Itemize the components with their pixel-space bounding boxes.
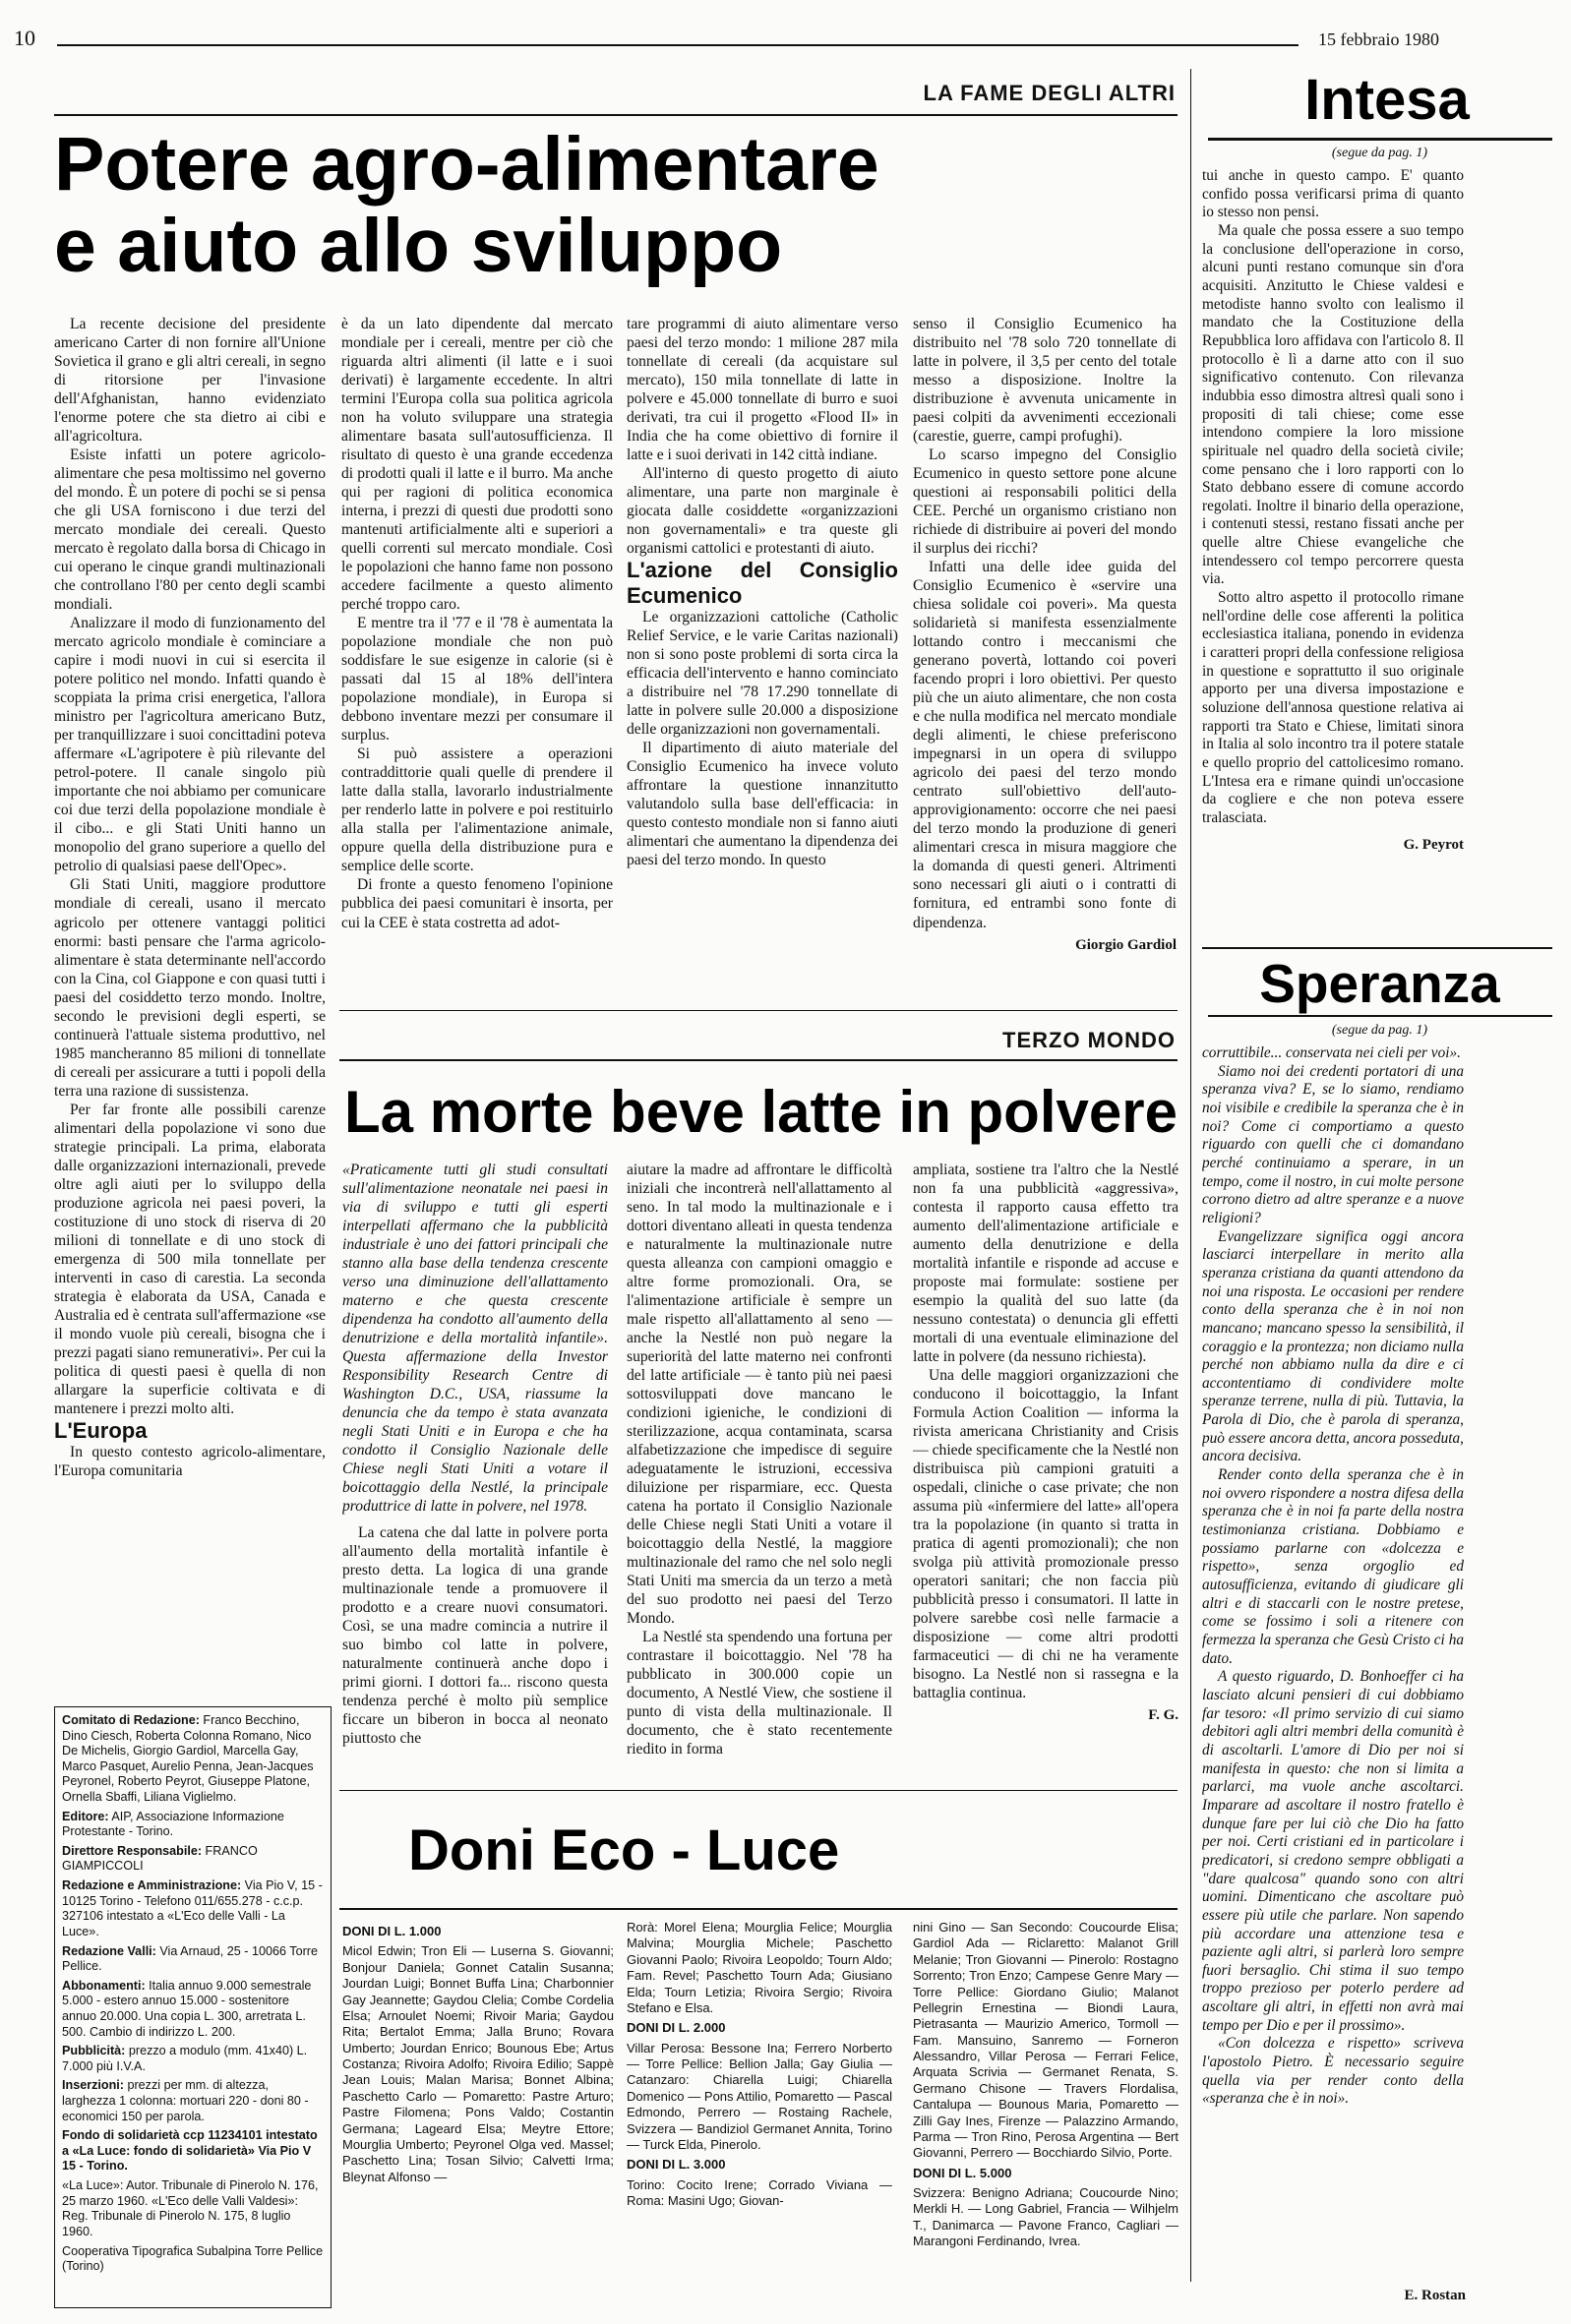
redazione-entry — [62, 1944, 324, 1975]
headline-line-1: Potere agro-alimentare — [54, 122, 879, 207]
redazione-text: prezzi per mm. di altezza, larghezza 1 colonna: mortuari 220 - doni 80 - economici 150 per parola. — [62, 2078, 309, 2123]
doni-title-rule — [339, 1908, 1178, 1910]
subhead-consiglio: L'azione del Consiglio Ecumenico — [627, 558, 898, 608]
latte-col3 — [913, 1161, 1178, 1795]
redazione-text: Italia annuo 9.000 semestrale 5.000 - estero annuo 15.000 - sostenitore annuo 20.000. Una copia L. 300, arretrata L. 500. Cambio di indirizzo L. 200. — [62, 1978, 312, 2039]
paragraph: Per far fronte alle possibili carenze alimentari della popolazione vi sono due strategie principali. La prima, elaborata dalle organizzazioni internazionali, prevede oltre agli aiuti per lo sviluppo della produzione agricola nei paesi poveri, la costituzione di uno stock di riserva di 20 milioni di tonnellate e di uno stock di emergenza di 500 mila tonnellate per interventi in caso di carestia. La seconda strategia è elaborata da USA, Canada e Australia ed è centrata sull'affermazione «se il mondo vuole più cereali, bisogna che i prezzi pagati siano remunerativi». Per cui la politica di questi paesi è quella di non allargare la superficie coltivata e di mantenere i prezzi molto alti. — [54, 1101, 326, 1417]
paragraph: Ma quale che possa essere a suo tempo la conclusione dell'operazione in corso, alcuni punti restano comunque sin d'ora acquisiti. Anzitutto le Chiese valdesi e metodiste hanno svolto con lealismo il mandato che la Costituzione della Repubblica loro affidava con l'articolo 8. Il protocollo è lì a darne atto con il suo significativo contenuto. Con rilevanza indubbia esso dimostra altresì quali sono i propositi di tali chiese; come esse intendono compiere la loro missione spirituale nel quadro della società civile; come pensano che i loro rapporti con lo Stato debbano essere di comune accordo regolati. Inoltre il binario della operazione, i contenuti stessi, restano fissati anche per quelle altre Chiese evangeliche che intendessero col tempo percorrere questa via. — [1202, 221, 1464, 588]
doni-col1 — [342, 1920, 614, 2313]
latte-col2 — [627, 1161, 892, 1795]
redazione-label: Inserzioni: — [62, 2078, 124, 2093]
main-article-col2 — [341, 315, 613, 993]
doni-3000-list: Torino: Cocito Irene; Corrado Viviana — Roma: Masini Ugo; Giovan- — [627, 2176, 892, 2208]
redazione-label: Editore: — [62, 1809, 109, 1823]
redazione-list — [62, 1713, 324, 2301]
speranza-rubric: (segue da pag. 1) — [1331, 1023, 1428, 1038]
intesa-rubric: (segue da pag. 1) — [1331, 146, 1428, 160]
speranza-top-rule — [1202, 947, 1552, 949]
doni-2000-head: DONI DI L. 2.000 — [627, 2020, 726, 2036]
redazione-text: Cooperativa Tipografica Subalpina Torre Pellice (Torino) — [62, 2243, 324, 2274]
folio-rule — [57, 44, 1299, 46]
redazione-entry — [62, 2128, 324, 2175]
paragraph: Esiste infatti un potere agricolo-alimentare che pesa moltissimo nel governo del mondo. È un potere di pochi se si pensa che gli USA forniscono i due terzi del mercato mondiale dei cereali. Questo mercato è regolato dalla borsa di Chicago in cui operano le cinque grandi multinazionali che controllano l'80 per cento degli scambi mondiali. — [54, 447, 326, 614]
redazione-label: Direttore Responsabile: — [62, 1843, 203, 1858]
doni-3000-head: DONI DI L. 3.000 — [627, 2157, 726, 2173]
redazione-text: Via Arnaud, 25 - 10066 Torre Pellice. — [62, 1943, 318, 1974]
redazione-label: Fondo di solidarietà ccp 11234101 intestato a «La Luce: fondo di solidarietà» Via Pio V 15 - Torino. — [62, 2128, 318, 2174]
paragraph: Evangelizzare significa oggi ancora lasciarci interpellare in merito alla speranza cristiana da quanti attendono da noi una risposta. Le occasioni per rendere conto della speranza che è in noi non mancano; mancano spesso la sensibilità, il coraggio e la prontezza; non diciamo nulla perché non abbiamo nulla da dire e ci accontentiamo di condividere molte speranze terrene, nulla di più. Tuttavia, la Parola di Dio, che è parola di speranza, può essere ancora detta, ancora posseduta, ancora decisiva. — [1202, 1227, 1464, 1465]
redazione-label: Pubblicità: — [62, 2044, 126, 2058]
latte-headline: La morte beve latte in polvere — [344, 1079, 1178, 1145]
redazione-entry — [62, 1878, 324, 1939]
paragraph: corruttibile... conservata nei cieli per voi». — [1202, 1044, 1461, 1061]
intesa-body — [1202, 167, 1464, 1052]
paragraph: tui anche in questo campo. E' quanto confido possa verificarsi prima di quanto io stesso non pensi. — [1202, 167, 1464, 221]
paragraph: «Praticamente tutti gli studi consultati sull'alimentazione neonatale nei paesi in via di sviluppo e tutti gli esperti interpellati affermano che la pubblicità industriale è uno dei fattori principali che stanno alla base della tendenza crescente verso una diminuzione dell'allattamento materno e che questa crescente dipendenza ha condotto all'aumento della denutrizione e della mortalità infantile». Questa affermazione della Investor Responsibility Research Centre di Washington D.C., USA, riassume la denuncia che da tempo è stata avanzata negli Stati Uniti e in Europa e che ha condotto il Consiglio Nazionale delle Chiese negli Stati Uniti a votare il boicottaggio della Nestlé, la principale produttrice di latte in polvere, nel 1978. — [342, 1162, 608, 1516]
page-number: 10 — [14, 26, 35, 50]
main-article-col1 — [54, 315, 326, 1699]
doni-1000-list: Micol Edwin; Tron Eli — Luserna S. Giovanni; Bonjour Daniela; Gonnet Catalin Susanna; Jourdan Luigi; Bonnet Buffa Lina; Charbonnier Gay Jeannette; Gaydou Clelia; Combe Cordelia Elsa; Arnoulet Noemi; Rivoir Maria; Gaydou Rita; Bertalot Emma; Jalla Bruno; Rovara Umberto; Jourdan Enrico; Bounous Ebe; Artus Costanza; Rivoira Adolfo; Rivoira Edilio; Sappè Jean Louis; Malan Marisa; Bonnet Albina; Paschetto Carlo — Pomaretto: Pastre Arturo; Pastre Filomena; Pons Valdo; Costantin Germana; Lageard Elsa; Meytre Ettore; Mourglia Umberto; Peyronel Olga ved. Massel; Paschetto Lina; Tosan Silvio; Calvetti Irma; Bleynat Alfonso — — [342, 1943, 614, 2184]
page-date: 15 febbraio 1980 — [1318, 30, 1439, 49]
main-headline — [54, 122, 1185, 288]
signature-peyrot: G. Peyrot — [1403, 836, 1464, 853]
intesa-title: Intesa — [1304, 68, 1470, 132]
redazione-entry — [62, 1979, 324, 2040]
paragraph: A questo riguardo, D. Bonhoeffer ci ha lasciato alcuni pensieri di cui dobbiamo far tesoro: «Il primo servizio di cui siamo debitori agli altri membri della comunità è di ascoltarli. L'amore di Dio per noi si manifesta in questo: che non si limita a parlarci, ma vuole anche ascoltarci. Imparare ad ascoltare il nostro fratello è dunque fare per lui ciò che Dio ha fatto per noi. Certi cristiani ed in particolare i predicatori, si credono sempre obbligati a "dare qualcosa" quando sono con altri uomini. Dimenticano che ascoltare può essere più utile che parlare. Non sapendo più accordare una attenzione tesa e paziente agli altri, si parlerà loro sempre fuori bersaglio. Chi stima il suo tempo troppo prezioso per poterlo perdere ad ascoltare gli altri, in effetti non avrà mai tempo per Dio e per il prossimo». — [1202, 1668, 1464, 2034]
redazione-entry — [62, 1844, 324, 1875]
redazione-entry — [62, 1810, 324, 1840]
paragraph: La Nestlé sta spendendo una fortuna per contrastare il boicottaggio. Nel '78 ha pubblicato in 300.000 copie un documento, A Nestlé View, che sostiene il punto di vista della multinazionale. Il documento, che è stato recentemente riedito in forma — [627, 1629, 892, 1758]
main-article-col3 — [627, 315, 898, 993]
redazione-label: Redazione e Amministrazione: — [62, 1878, 242, 1893]
right-column-divider — [1190, 69, 1191, 2282]
section-kicker-terzo: TERZO MONDO — [1002, 1028, 1176, 1052]
paragraph: Di fronte a questo fenomeno l'opinione pubblica dei paesi comunitari è insorta, per cui la CEE è stata costretta ad adot- — [341, 876, 613, 931]
paragraph: senso il Consiglio Ecumenico ha distribuito nel '78 solo 720 tonnellate di latte in polvere, il 3,5 per cento del totale messo a disposizione. Inoltre la distribuzione è avvenuta unicamente in paesi colpiti da avvenimenti eccezionali (carestie, guerre, campi profughi). — [913, 316, 1177, 446]
redazione-text: FRANCO GIAMPICCOLI — [62, 1843, 258, 1874]
redazione-entry — [62, 2244, 324, 2275]
headline-line-2: e aiuto allo sviluppo — [54, 203, 783, 288]
paragraph: aiutare la madre ad affrontare le difficoltà iniziali che incontrerà nell'allattamento al seno. In tal modo la multinazionale e i dottori diventano alleati in questa tendenza e naturalmente la multinazionale nutre questa alleanza con campioni omaggio e altre forme promozionali. Ora, se l'alimentazione artificiale è sempre un male rispetto all'allattamento al seno — anche la Nestlé non può negare la superiorità del latte materno nei confronti del latte artificiale — è tanto più nei paesi sottosviluppati dove mancano le condizioni igieniche, le condizioni di sterilizzazione, acqua contaminata, scarsa alfabetizzazione che impedisce di seguire adeguatamente le istruzioni, eccessiva diluizione per risparmiare, ecc. Questa catena ha portato il Consiglio Nazionale delle Chiese negli Stati Uniti a votare il boicottaggio della Nestlé, la maggiore multinazionale del ramo che nel solo negli Stati Uniti ma smercia da un terzo a metà del suo prodotto nei paesi del Terzo Mondo. — [627, 1162, 892, 1628]
paragraph: La catena che dal latte in polvere porta all'aumento della mortalità infantile è presto detta. La logica di una grande multinazionale tende a promuovere il prodotto e a creare nuovi consumatori. Così, se una madre comincia a nutrire il suo bimbo col latte in polvere, naturalmente continuerà anche dopo i primi giorni. I dottori fa... riscono questa tendenza perché è molto più semplice ficcare un biberon in bocca al neonato piuttosto che — [342, 1524, 608, 1748]
speranza-rule — [1208, 1015, 1552, 1017]
doni-5000-head: DONI DI L. 5.000 — [913, 2165, 1012, 2180]
redazione-label: Abbonamenti: — [62, 1978, 146, 1993]
paragraph: Una delle maggiori organizzazioni che conducono il boicottaggio, la Infant Formula Action Coalition — informa la rivista americana Christianity and Crisis — chiede specificamente che la Nestlé non distribuisca più campioni gratuiti a ospedali, cliniche o case private; che non assuma più «infermiere del latte» all'opera tra la popolazione (in quanto si tratta in pratica di agenti promozionali); che non svolga più attività promozionale presso operatori sanitari; che non faccia più pubblicità presso i consumatori. Il latte in polvere sarebbe così nelle farmacie a disposizione — come altri prodotti farmaceutici — di chi ne ha veramente bisogno. La Nestlé non si rassegna e la battaglia continua. — [913, 1367, 1178, 1702]
redazione-text: Via Pio V, 15 - 10125 Torino - Telefono 011/655.278 - c.c.p. 327106 intestato a «L'Eco delle Valli - La Luce». — [62, 1878, 323, 1938]
paragraph: Render conto della speranza che è in noi ovvero rispondere a nostra difesa della speranza che è in noi fa parte della nostra testimonianza cristiana. Dobbiamo e possiamo parlarne con «dolcezza e rispetto», senza orgoglio ed autosufficienza, evitando di giudicare gli altri e di staccarli con le nostre pretese, come se fossimo i soli a ritenere con fermezza la speranza che Gesù Cristo ci ha dato. — [1202, 1466, 1464, 1667]
paragraph: E mentre tra il '77 e il '78 è aumentata la popolazione mondiale che non può soddisfare le sue esigenze in calorie (si è passati dal 15 al 18% dell'intera popolazione mondiale), in Europa si debbono inventare mezzi per consumare il surplus. — [341, 615, 613, 745]
paragraph: In questo contesto agricolo-alimentare, l'Europa comunitaria — [54, 1444, 326, 1480]
latte-col1 — [342, 1161, 608, 1795]
redazione-label: Redazione Valli: — [62, 1943, 156, 1958]
redazione-label: Comitato di Redazione: — [62, 1713, 200, 1727]
paragraph: Le organizzazioni cattoliche (Catholic Relief Service, e le varie Caritas nazionali) non si sono poste problemi di sorta circa la efficacia dell'intervento e hanno cominciato a distribuire nel '78 17.290 tonnellate di latte in polvere sulle 20.000 a disposizione delle organizzazioni non governamentali. — [627, 608, 898, 738]
paragraph: Analizzare il modo di funzionamento del mercato agricolo mondiale è cominciare a capire i modi nuovi in cui si esercita il potere politico nel mondo. Infatti quando è scoppiata la prima crisi energetica, l'allora ministro per l'agricoltura americano Butz, per tranquillizzare i suoi concittadini poteva affermare «L'agripotere è più rilevante del petrol-potere. Il canale singolo più importante che noi abbiamo per comunicare coi due terzi della popolazione mondiale è il cibo... e gli Stati Uniti hanno un monopolio del grano superiore a quello del petrolio di qualsiasi paese dell'Opec». — [54, 615, 326, 875]
redazione-entry — [62, 2044, 324, 2074]
redazione-entry — [62, 1713, 324, 1806]
paragraph: La recente decisione del presidente americano Carter di non fornire all'Unione Sovietica il grano e gli altri cereali, in segno di ritorsione per l'invasione dell'Afghanistan, hanno evidenziato l'enorme potere che sta dietro ai cibi e all'agricoltura. — [54, 316, 326, 446]
signature-fg: F. G. — [1148, 1707, 1178, 1724]
signature-rostan: E. Rostan — [1404, 2288, 1466, 2303]
redazione-text: «La Luce»: Autor. Tribunale di Pinerolo N. 176, 25 marzo 1960. «L'Eco delle Valli Valdesi»: Reg. Tribunale di Pinerolo N. 175, 8 luglio 1960. — [62, 2178, 319, 2238]
paragraph: Sotto altro aspetto il protocollo rimane nell'ordine delle cose afferenti la politica ecclesiastica italiana, ponendo in evidenza i caratteri propri della confessione religiosa in questione e soprattutto il suo originale apporto per una diversa impostazione e soluzione dell'annosa questione relativa ai rapporti tra Stato e Chiese, limitati sinora in Italia al solo incontro tra il potere statale e quello proprio del cattolicesimo romano. L'Intesa era e rimane quindi un'occasione da cogliere e che non poteva essere tralasciata. — [1202, 589, 1464, 826]
doni-1000-head: DONI DI L. 1.000 — [342, 1924, 442, 1938]
paragraph: «Con dolcezza e rispetto» scriveva l'apostolo Pietro. È necessario seguire quella via per render conto della «speranza che è in noi». — [1202, 2035, 1464, 2108]
redazione-entry — [62, 2078, 324, 2124]
paragraph: Il dipartimento di aiuto materiale del Consiglio Ecumenico ha invece voluto affrontare la questione innanzitutto valutandolo sulla base dell'efficacia: in questo contesto mondiale non si fanno aiuti alimentari che aumentano la dipendenza dei paesi del terzo mondo. In questo — [627, 739, 898, 868]
intesa-rule — [1208, 138, 1552, 141]
paragraph: tare programmi di aiuto alimentare verso paesi del terzo mondo: 1 milione 287 mila tonnellate di cereali (da acquistare sul mercato), 150 mila tonnellate di latte in polvere e 45.000 tonnellate di burro e suoi derivati, tra cui il progetto «Flood II» in India che ha come obiettivo di fornire il latte e i suoi derivati in 142 città indiane. — [627, 316, 898, 464]
paragraph: è da un lato dipendente dal mercato mondiale per i cereali, mentre per ciò che riguarda altri alimenti (il latte e i suoi derivati) è largamente eccedente. In altri termini l'Europa colla sua politica agricola non ha voluto sviluppare una strategia alimentare basata sull'autosufficienza. Il risultato di questo è una grande eccedenza di prodotti quali il latte e il burro. Ma anche qui per ragioni di politica economica interna, i prezzi di questi due prodotti sono mantenuti artificialmente alti e superiori a quelli correnti sul mercato mondiale. Così le popolazioni che hanno fame non possono accedere facilmente a questo alimento perché troppo caro. — [341, 316, 613, 614]
doni-headline: Doni Eco - Luce — [408, 1818, 840, 1882]
doni-top-rule — [339, 1790, 1178, 1791]
subhead-europa: L'Europa — [54, 1417, 148, 1443]
main-article-col4 — [913, 315, 1177, 993]
paragraph: All'interno di questo progetto di aiuto alimentare, una parte non marginale è giocata dalle cosiddette «organizzazioni non governamentali» e tra queste gli organismi cattolici e protestanti di aiuto. — [627, 465, 898, 558]
paragraph: ampliata, sostiene tra l'altro che la Nestlé non fa una pubblicità «aggressiva», contesta il rapporto causa effetto tra aumento dell'alimentazione artificiale e aumento della denutrizione e della mortalità infantile e risponde ad accuse e proposte mai formulate: sostiene per esempio la qualità del suo latte (da nessuno contestata) o denuncia gli effetti mortali di una eventuale eliminazione del latte in polvere (da nessuno richiesta). — [913, 1162, 1178, 1366]
terzo-top-rule — [339, 1010, 1178, 1011]
doni-rora-list: Rorà: Morel Elena; Mourglia Felice; Mourglia Malvina; Mourglia Michele; Paschetto Giovanni Paolo; Rivoira Leopoldo; Tourn Aldo; Fam. Revel; Paschetto Tourn Ada; Giusiano Elda; Tourn Letizia; Rivoira Sergio; Rivoira Stefano e Elsa. — [627, 1920, 892, 2015]
doni-col2 — [627, 1920, 892, 2313]
redazione-text: prezzo a modulo (mm. 41x40) L. 7.000 più I.V.A. — [62, 2044, 308, 2073]
redazione-text: Franco Becchino, Dino Ciesch, Roberta Colonna Romano, Nico De Michelis, Giorgio Gardiol, Marcella Gay, Marco Pasquet, Aurelio Penna, Jean-Jacques Peyronel, Roberto Peyrot, Giuseppe Platone, Ornella Sbaffi, Liliana Viglielmo. — [62, 1713, 314, 1805]
redazione-box — [54, 1706, 332, 2308]
paragraph: Infatti una delle idee guida del Consiglio Ecumenico è «servire una chiesa solidale coi poveri». Ma questa solidarietà si manifesta essenzialmente lottando contro i meccanismi che generano povertà, lottando coi poveri facendo propri i loro obiettivi. Per questo più che un aiuto alimentare, che non costa e che nulla modifica nel mercato mondiale degli alimenti, le chiese preferiscono impegnarsi in un opera di sviluppo agricolo dei paesi del terzo mondo centrato sull'obiettivo dell'auto-approvigionamento: occorre che nei paesi del terzo mondo la produzione di generi alimentari cresca in misura maggiore che la domanda di questi generi. Altrimenti sono necessari gli aiuti o i contratti di fornitura, ed entrambi sono fonte di dipendenza. — [913, 559, 1177, 931]
doni-3000-list-cont: nini Gino — San Secondo: Coucourde Elisa; Gardiol Ada — Riclaretto: Malanot Grill Melanie; Tron Giovanni — Pinerolo: Rostagno Sorrento; Tron Enzo; Campese Genre Mary — Torre Pellice: Giordano Giulio; Malanot Pellegrin Ernestina — Biondi Laura, Pietrasanta — Maurizio Americo, Tormoll — Fam. Mansuino, Sanremo — Forneron Alessandro, Villar Perosa — Ferrari Felice, Arquata Scrivia — Germanet Renata, S. Germano Chisone — Travers Flordalisa, Cantalupa — Bounous Maria, Pomaretto — Zilli Gay Ines, Firenze — Palazzino Armando, Parma — Tron Rino, Perosa Argentina — Bert Giovanni, Perrero — Bocchiardo Silvio, Porte. — [913, 1920, 1178, 2161]
paragraph: Siamo noi dei credenti portatori di una speranza viva? E, se lo siamo, rendiamo noi visibile e credibile la speranza che è in noi? Come ci comportiamo a questo riguardo con quelli che ci domandano perché continuiamo a sperare, in un tempo, come il nostro, in cui molte persone corrono dietro ad altre speranze e a nuove religioni? — [1202, 1062, 1464, 1226]
redazione-entry — [62, 2178, 324, 2239]
signature-gardiol: Giorgio Gardiol — [1075, 936, 1177, 953]
terzo-kicker-underline — [339, 1059, 1178, 1061]
doni-5000-list: Svizzera: Benigno Adriana; Coucourde Nino; Merkli H. — Long Gabriel, Francia — Wilhjelm T., Danimarca — Pavone Franco, Cagliari — Marangoni Ferdinando, Ivrea. — [913, 2185, 1178, 2249]
redazione-text: AIP, Associazione Informazione Protestante - Torino. — [62, 1809, 284, 1839]
section-kicker-fame: LA FAME DEGLI ALTRI — [923, 81, 1176, 105]
paragraph: Lo scarso impegno del Consiglio Ecumenico in questo settore pone alcune questioni ai responsabili politici della CEE. Perché un organismo cristiano non richiede di distribuire ai poveri del mondo il surplus dei ricchi? — [913, 447, 1177, 558]
kicker-underline — [54, 114, 1178, 116]
paragraph: Gli Stati Uniti, maggiore produttore mondiale di cereali, usano il mercato agricolo per ottenere vantaggi politici enormi: basti pensare che l'arma agricolo-alimentare è stata determinante nell'accordo con la Cina, col Giappone e con quasi tutti i paesi del cosiddetto terzo mondo. Inoltre, secondo le previsioni degli esperti, se continuerà l'attuale sistema produttivo, nel 1985 mancheranno 85 milioni di tonnellate di cereali per assicurare a tutti i popoli della terra una razione di sussistenza. — [54, 876, 326, 1100]
speranza-title: Speranza — [1259, 953, 1500, 1014]
doni-col3 — [913, 1920, 1178, 2313]
paragraph: Si può assistere a operazioni contraddittorie quali quelle di prendere il latte dalla stalla, lavorarlo industrialmente per renderlo latte in polvere e poi restituirlo alla stalla per l'alimentazione animale, oppure quella della distribuzione pura e semplice delle scorte. — [341, 745, 613, 875]
speranza-body — [1202, 1044, 1464, 2276]
doni-2000-list: Villar Perosa: Bessone Ina; Ferrero Norberto — Torre Pellice: Bellion Jalla; Gay Giulia — Catanzaro: Chiarella Luigi; Chiarella Domenico — Pons Attilio, Pomaretto — Pascal Edmondo, Perrero — Rostaing Rachele, Svizzera — Bandiziol Germanet Annita, Torino — Turck Elda, Pinerolo. — [627, 2040, 892, 2152]
